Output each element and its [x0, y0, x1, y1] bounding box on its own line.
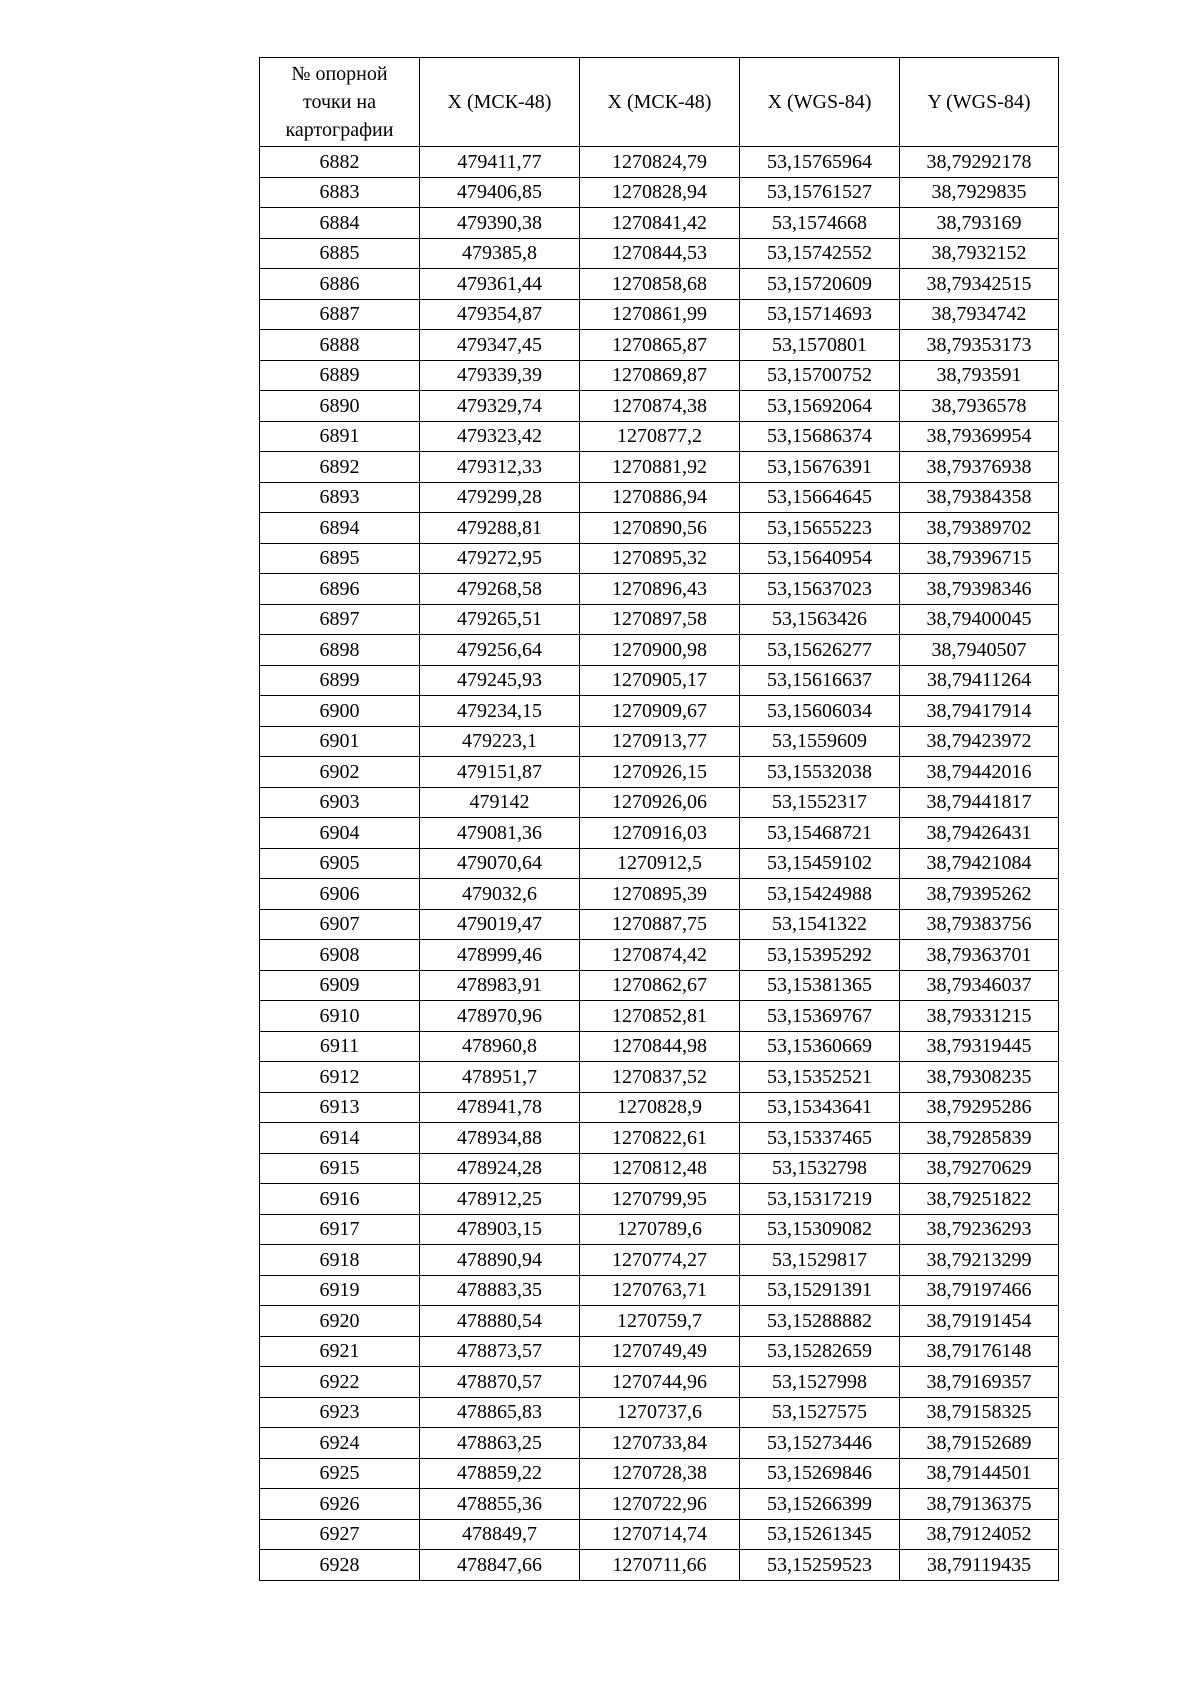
- cell-x-wgs84: 53,15676391: [740, 452, 900, 483]
- cell-y-wgs84: 38,79308235: [900, 1062, 1059, 1093]
- cell-x-msk48: 478855,36: [420, 1489, 580, 1520]
- cell-point-number: 6921: [260, 1336, 420, 1367]
- cell-x-msk48-second: 1270861,99: [580, 299, 740, 330]
- cell-y-wgs84: 38,79119435: [900, 1550, 1059, 1581]
- cell-x-wgs84: 53,15288882: [740, 1306, 900, 1337]
- header-x-msk48-second: X (МСК-48): [580, 58, 740, 147]
- cell-x-msk48: 479019,47: [420, 909, 580, 940]
- cell-x-msk48-second: 1270874,38: [580, 391, 740, 422]
- cell-x-msk48: 479268,58: [420, 574, 580, 605]
- table-row: [260, 940, 1059, 971]
- cell-point-number: 6889: [260, 360, 420, 391]
- table-row: [260, 1214, 1059, 1245]
- cell-x-msk48-second: 1270844,53: [580, 238, 740, 269]
- cell-point-number: 6917: [260, 1214, 420, 1245]
- cell-y-wgs84: 38,79369954: [900, 421, 1059, 452]
- cell-x-msk48-second: 1270865,87: [580, 330, 740, 361]
- cell-x-msk48: 479272,95: [420, 543, 580, 574]
- cell-x-msk48: 479081,36: [420, 818, 580, 849]
- table-row: [260, 269, 1059, 300]
- cell-point-number: 6905: [260, 848, 420, 879]
- cell-x-msk48-second: 1270733,84: [580, 1428, 740, 1459]
- table-row: [260, 1519, 1059, 1550]
- table-body: [260, 147, 1059, 1581]
- cell-x-wgs84: 53,15742552: [740, 238, 900, 269]
- cell-x-msk48: 478847,66: [420, 1550, 580, 1581]
- cell-point-number: 6904: [260, 818, 420, 849]
- cell-x-msk48: 479070,64: [420, 848, 580, 879]
- cell-x-msk48: 479288,81: [420, 513, 580, 544]
- table-row: [260, 299, 1059, 330]
- cell-y-wgs84: 38,7936578: [900, 391, 1059, 422]
- table-row: [260, 330, 1059, 361]
- cell-x-wgs84: 53,15468721: [740, 818, 900, 849]
- cell-y-wgs84: 38,79176148: [900, 1336, 1059, 1367]
- cell-point-number: 6899: [260, 665, 420, 696]
- table-row: [260, 177, 1059, 208]
- cell-point-number: 6901: [260, 726, 420, 757]
- table-row: [260, 208, 1059, 239]
- cell-x-wgs84: 53,15606034: [740, 696, 900, 727]
- cell-point-number: 6912: [260, 1062, 420, 1093]
- table-row: [260, 1367, 1059, 1398]
- table-row: [260, 1092, 1059, 1123]
- header-point-number: № опорной точки на картографии: [260, 58, 420, 147]
- cell-point-number: 6928: [260, 1550, 420, 1581]
- cell-point-number: 6886: [260, 269, 420, 300]
- cell-x-msk48-second: 1270874,42: [580, 940, 740, 971]
- cell-x-msk48-second: 1270926,06: [580, 787, 740, 818]
- cell-x-msk48: 479245,93: [420, 665, 580, 696]
- cell-x-msk48-second: 1270728,38: [580, 1458, 740, 1489]
- cell-y-wgs84: 38,79395262: [900, 879, 1059, 910]
- cell-x-wgs84: 53,15395292: [740, 940, 900, 971]
- table-row: [260, 635, 1059, 666]
- cell-x-msk48-second: 1270759,7: [580, 1306, 740, 1337]
- table-row: [260, 1245, 1059, 1276]
- cell-y-wgs84: 38,79376938: [900, 452, 1059, 483]
- cell-x-msk48: 478849,7: [420, 1519, 580, 1550]
- cell-y-wgs84: 38,79197466: [900, 1275, 1059, 1306]
- cell-x-msk48-second: 1270714,74: [580, 1519, 740, 1550]
- cell-x-msk48: 479347,45: [420, 330, 580, 361]
- cell-x-wgs84: 53,15337465: [740, 1123, 900, 1154]
- cell-x-msk48: 479223,1: [420, 726, 580, 757]
- cell-point-number: 6891: [260, 421, 420, 452]
- cell-y-wgs84: 38,79383756: [900, 909, 1059, 940]
- cell-x-msk48: 478970,96: [420, 1001, 580, 1032]
- cell-y-wgs84: 38,79270629: [900, 1153, 1059, 1184]
- cell-y-wgs84: 38,79191454: [900, 1306, 1059, 1337]
- cell-point-number: 6906: [260, 879, 420, 910]
- cell-x-msk48: 479151,87: [420, 757, 580, 788]
- cell-x-wgs84: 53,1532798: [740, 1153, 900, 1184]
- cell-x-msk48-second: 1270909,67: [580, 696, 740, 727]
- cell-y-wgs84: 38,79152689: [900, 1428, 1059, 1459]
- table-row: [260, 147, 1059, 178]
- cell-x-msk48: 478903,15: [420, 1214, 580, 1245]
- cell-x-msk48-second: 1270895,32: [580, 543, 740, 574]
- cell-y-wgs84: 38,79342515: [900, 269, 1059, 300]
- cell-x-msk48-second: 1270916,03: [580, 818, 740, 849]
- cell-x-msk48-second: 1270926,15: [580, 757, 740, 788]
- cell-x-msk48-second: 1270722,96: [580, 1489, 740, 1520]
- cell-x-msk48: 478880,54: [420, 1306, 580, 1337]
- cell-x-msk48: 479142: [420, 787, 580, 818]
- cell-point-number: 6922: [260, 1367, 420, 1398]
- cell-point-number: 6895: [260, 543, 420, 574]
- cell-x-wgs84: 53,15532038: [740, 757, 900, 788]
- cell-x-msk48: 478883,35: [420, 1275, 580, 1306]
- cell-x-wgs84: 53,15266399: [740, 1489, 900, 1520]
- header-x-wgs84: X (WGS-84): [740, 58, 900, 147]
- cell-y-wgs84: 38,7932152: [900, 238, 1059, 269]
- cell-y-wgs84: 38,79396715: [900, 543, 1059, 574]
- cell-point-number: 6915: [260, 1153, 420, 1184]
- cell-point-number: 6885: [260, 238, 420, 269]
- table-row: [260, 1306, 1059, 1337]
- table-row: [260, 360, 1059, 391]
- table-row: [260, 1550, 1059, 1581]
- table-row: [260, 452, 1059, 483]
- cell-point-number: 6914: [260, 1123, 420, 1154]
- cell-x-msk48: 479323,42: [420, 421, 580, 452]
- table-row: [260, 1428, 1059, 1459]
- cell-x-msk48-second: 1270913,77: [580, 726, 740, 757]
- cell-x-msk48-second: 1270744,96: [580, 1367, 740, 1398]
- cell-y-wgs84: 38,79398346: [900, 574, 1059, 605]
- table-row: [260, 543, 1059, 574]
- cell-x-msk48-second: 1270828,94: [580, 177, 740, 208]
- cell-x-wgs84: 53,15343641: [740, 1092, 900, 1123]
- cell-x-msk48: 479361,44: [420, 269, 580, 300]
- cell-x-msk48: 479385,8: [420, 238, 580, 269]
- cell-point-number: 6923: [260, 1397, 420, 1428]
- cell-y-wgs84: 38,79423972: [900, 726, 1059, 757]
- cell-y-wgs84: 38,79285839: [900, 1123, 1059, 1154]
- cell-x-msk48-second: 1270763,71: [580, 1275, 740, 1306]
- cell-y-wgs84: 38,7929835: [900, 177, 1059, 208]
- table-row: [260, 696, 1059, 727]
- cell-y-wgs84: 38,79158325: [900, 1397, 1059, 1428]
- cell-x-msk48-second: 1270862,67: [580, 970, 740, 1001]
- cell-point-number: 6900: [260, 696, 420, 727]
- cell-x-wgs84: 53,15282659: [740, 1336, 900, 1367]
- cell-x-msk48-second: 1270737,6: [580, 1397, 740, 1428]
- cell-x-wgs84: 53,15655223: [740, 513, 900, 544]
- table-row: [260, 879, 1059, 910]
- table-row: [260, 574, 1059, 605]
- cell-x-wgs84: 53,15640954: [740, 543, 900, 574]
- cell-y-wgs84: 38,793169: [900, 208, 1059, 239]
- cell-point-number: 6924: [260, 1428, 420, 1459]
- cell-y-wgs84: 38,79124052: [900, 1519, 1059, 1550]
- table-row: [260, 238, 1059, 269]
- cell-x-wgs84: 53,15686374: [740, 421, 900, 452]
- cell-x-msk48-second: 1270858,68: [580, 269, 740, 300]
- cell-x-msk48: 478960,8: [420, 1031, 580, 1062]
- table-header: [260, 58, 1059, 147]
- table-row: [260, 482, 1059, 513]
- cell-y-wgs84: 38,79411264: [900, 665, 1059, 696]
- cell-x-wgs84: 53,15259523: [740, 1550, 900, 1581]
- cell-x-wgs84: 53,15700752: [740, 360, 900, 391]
- cell-x-wgs84: 53,1574668: [740, 208, 900, 239]
- cell-point-number: 6919: [260, 1275, 420, 1306]
- cell-x-msk48: 479299,28: [420, 482, 580, 513]
- cell-y-wgs84: 38,79213299: [900, 1245, 1059, 1276]
- cell-x-wgs84: 53,15352521: [740, 1062, 900, 1093]
- cell-x-msk48-second: 1270799,95: [580, 1184, 740, 1215]
- cell-x-wgs84: 53,1527575: [740, 1397, 900, 1428]
- cell-x-wgs84: 53,15291391: [740, 1275, 900, 1306]
- cell-x-msk48: 478941,78: [420, 1092, 580, 1123]
- cell-x-msk48-second: 1270749,49: [580, 1336, 740, 1367]
- header-row: [260, 58, 1059, 147]
- table-row: [260, 1458, 1059, 1489]
- table-row: [260, 970, 1059, 1001]
- cell-x-msk48-second: 1270895,39: [580, 879, 740, 910]
- cell-x-wgs84: 53,15360669: [740, 1031, 900, 1062]
- header-x-msk48: X (МСК-48): [420, 58, 580, 147]
- cell-x-msk48-second: 1270789,6: [580, 1214, 740, 1245]
- cell-x-wgs84: 53,15273446: [740, 1428, 900, 1459]
- table-row: [260, 391, 1059, 422]
- cell-x-msk48-second: 1270900,98: [580, 635, 740, 666]
- cell-x-msk48: 478870,57: [420, 1367, 580, 1398]
- cell-x-msk48: 479032,6: [420, 879, 580, 910]
- cell-x-msk48: 478951,7: [420, 1062, 580, 1093]
- cell-x-msk48-second: 1270896,43: [580, 574, 740, 605]
- cell-x-wgs84: 53,15626277: [740, 635, 900, 666]
- table-row: [260, 604, 1059, 635]
- table-row: [260, 909, 1059, 940]
- cell-x-wgs84: 53,15261345: [740, 1519, 900, 1550]
- cell-x-msk48-second: 1270881,92: [580, 452, 740, 483]
- cell-x-msk48: 478924,28: [420, 1153, 580, 1184]
- cell-point-number: 6908: [260, 940, 420, 971]
- cell-y-wgs84: 38,79295286: [900, 1092, 1059, 1123]
- cell-x-msk48-second: 1270886,94: [580, 482, 740, 513]
- cell-y-wgs84: 38,793591: [900, 360, 1059, 391]
- cell-y-wgs84: 38,79144501: [900, 1458, 1059, 1489]
- cell-x-msk48: 478983,91: [420, 970, 580, 1001]
- cell-point-number: 6902: [260, 757, 420, 788]
- cell-point-number: 6898: [260, 635, 420, 666]
- cell-x-wgs84: 53,1529817: [740, 1245, 900, 1276]
- cell-point-number: 6927: [260, 1519, 420, 1550]
- cell-x-msk48-second: 1270828,9: [580, 1092, 740, 1123]
- cell-x-msk48: 479265,51: [420, 604, 580, 635]
- cell-x-msk48: 478865,83: [420, 1397, 580, 1428]
- cell-point-number: 6903: [260, 787, 420, 818]
- cell-y-wgs84: 38,79417914: [900, 696, 1059, 727]
- cell-y-wgs84: 38,79319445: [900, 1031, 1059, 1062]
- table-row: [260, 1123, 1059, 1154]
- cell-x-msk48-second: 1270711,66: [580, 1550, 740, 1581]
- cell-y-wgs84: 38,79346037: [900, 970, 1059, 1001]
- cell-point-number: 6894: [260, 513, 420, 544]
- cell-x-msk48-second: 1270912,5: [580, 848, 740, 879]
- cell-x-msk48-second: 1270887,75: [580, 909, 740, 940]
- cell-y-wgs84: 38,79251822: [900, 1184, 1059, 1215]
- cell-x-msk48-second: 1270852,81: [580, 1001, 740, 1032]
- cell-point-number: 6911: [260, 1031, 420, 1062]
- cell-y-wgs84: 38,79426431: [900, 818, 1059, 849]
- header-y-wgs84: Y (WGS-84): [900, 58, 1059, 147]
- table-row: [260, 1275, 1059, 1306]
- cell-x-wgs84: 53,15637023: [740, 574, 900, 605]
- cell-x-msk48-second: 1270905,17: [580, 665, 740, 696]
- cell-point-number: 6893: [260, 482, 420, 513]
- cell-y-wgs84: 38,79384358: [900, 482, 1059, 513]
- cell-point-number: 6920: [260, 1306, 420, 1337]
- cell-y-wgs84: 38,79441817: [900, 787, 1059, 818]
- cell-x-wgs84: 53,15309082: [740, 1214, 900, 1245]
- cell-y-wgs84: 38,7934742: [900, 299, 1059, 330]
- table-row: [260, 1184, 1059, 1215]
- cell-x-msk48-second: 1270877,2: [580, 421, 740, 452]
- table-row: [260, 787, 1059, 818]
- table-row: [260, 1336, 1059, 1367]
- cell-x-wgs84: 53,15459102: [740, 848, 900, 879]
- cell-x-wgs84: 53,15616637: [740, 665, 900, 696]
- cell-y-wgs84: 38,79292178: [900, 147, 1059, 178]
- cell-x-msk48: 478934,88: [420, 1123, 580, 1154]
- cell-point-number: 6883: [260, 177, 420, 208]
- table-row: [260, 1062, 1059, 1093]
- cell-x-msk48-second: 1270822,61: [580, 1123, 740, 1154]
- cell-x-msk48: 479339,39: [420, 360, 580, 391]
- cell-point-number: 6884: [260, 208, 420, 239]
- cell-x-wgs84: 53,15424988: [740, 879, 900, 910]
- cell-point-number: 6896: [260, 574, 420, 605]
- table-row: [260, 848, 1059, 879]
- cell-x-msk48-second: 1270869,87: [580, 360, 740, 391]
- cell-y-wgs84: 38,79236293: [900, 1214, 1059, 1245]
- cell-x-msk48: 479411,77: [420, 147, 580, 178]
- cell-point-number: 6887: [260, 299, 420, 330]
- cell-point-number: 6892: [260, 452, 420, 483]
- cell-x-msk48-second: 1270890,56: [580, 513, 740, 544]
- cell-x-wgs84: 53,1541322: [740, 909, 900, 940]
- cell-x-msk48: 479312,33: [420, 452, 580, 483]
- cell-x-wgs84: 53,1563426: [740, 604, 900, 635]
- cell-x-wgs84: 53,15664645: [740, 482, 900, 513]
- cell-x-msk48: 478890,94: [420, 1245, 580, 1276]
- cell-point-number: 6890: [260, 391, 420, 422]
- cell-x-wgs84: 53,15317219: [740, 1184, 900, 1215]
- cell-point-number: 6910: [260, 1001, 420, 1032]
- cell-x-wgs84: 53,15765964: [740, 147, 900, 178]
- cell-y-wgs84: 38,79389702: [900, 513, 1059, 544]
- table-row: [260, 421, 1059, 452]
- cell-x-msk48: 478859,22: [420, 1458, 580, 1489]
- cell-x-msk48: 479390,38: [420, 208, 580, 239]
- cell-y-wgs84: 38,79331215: [900, 1001, 1059, 1032]
- table-row: [260, 513, 1059, 544]
- cell-x-wgs84: 53,15720609: [740, 269, 900, 300]
- cell-x-msk48-second: 1270844,98: [580, 1031, 740, 1062]
- cell-x-wgs84: 53,15692064: [740, 391, 900, 422]
- cell-x-msk48-second: 1270812,48: [580, 1153, 740, 1184]
- cell-point-number: 6916: [260, 1184, 420, 1215]
- cell-x-msk48: 479329,74: [420, 391, 580, 422]
- cell-y-wgs84: 38,79400045: [900, 604, 1059, 635]
- cell-y-wgs84: 38,79136375: [900, 1489, 1059, 1520]
- cell-x-wgs84: 53,15761527: [740, 177, 900, 208]
- table-row: [260, 1489, 1059, 1520]
- cell-x-msk48-second: 1270841,42: [580, 208, 740, 239]
- cell-y-wgs84: 38,79363701: [900, 940, 1059, 971]
- cell-x-msk48: 479406,85: [420, 177, 580, 208]
- cell-x-msk48: 479234,15: [420, 696, 580, 727]
- cell-point-number: 6907: [260, 909, 420, 940]
- cell-point-number: 6918: [260, 1245, 420, 1276]
- cell-y-wgs84: 38,79353173: [900, 330, 1059, 361]
- cell-x-wgs84: 53,1570801: [740, 330, 900, 361]
- cell-point-number: 6882: [260, 147, 420, 178]
- cell-x-msk48: 478912,25: [420, 1184, 580, 1215]
- cell-x-msk48-second: 1270824,79: [580, 147, 740, 178]
- cell-x-msk48-second: 1270837,52: [580, 1062, 740, 1093]
- cell-y-wgs84: 38,79421084: [900, 848, 1059, 879]
- cell-x-wgs84: 53,1527998: [740, 1367, 900, 1398]
- table-row: [260, 818, 1059, 849]
- cell-x-msk48-second: 1270897,58: [580, 604, 740, 635]
- cell-x-wgs84: 53,1559609: [740, 726, 900, 757]
- table-row: [260, 1153, 1059, 1184]
- cell-point-number: 6909: [260, 970, 420, 1001]
- cell-x-wgs84: 53,15269846: [740, 1458, 900, 1489]
- cell-x-wgs84: 53,15714693: [740, 299, 900, 330]
- cell-x-msk48: 478863,25: [420, 1428, 580, 1459]
- cell-x-msk48: 478999,46: [420, 940, 580, 971]
- cell-x-msk48: 479354,87: [420, 299, 580, 330]
- cell-point-number: 6925: [260, 1458, 420, 1489]
- table-row: [260, 665, 1059, 696]
- table-row: [260, 1397, 1059, 1428]
- table-row: [260, 1001, 1059, 1032]
- cell-point-number: 6888: [260, 330, 420, 361]
- cell-x-wgs84: 53,15381365: [740, 970, 900, 1001]
- cell-point-number: 6926: [260, 1489, 420, 1520]
- cell-x-wgs84: 53,1552317: [740, 787, 900, 818]
- table-row: [260, 726, 1059, 757]
- cell-x-msk48-second: 1270774,27: [580, 1245, 740, 1276]
- table-row: [260, 757, 1059, 788]
- cell-point-number: 6913: [260, 1092, 420, 1123]
- cell-y-wgs84: 38,79442016: [900, 757, 1059, 788]
- cell-y-wgs84: 38,7940507: [900, 635, 1059, 666]
- cell-x-wgs84: 53,15369767: [740, 1001, 900, 1032]
- cell-y-wgs84: 38,79169357: [900, 1367, 1059, 1398]
- cell-x-msk48: 479256,64: [420, 635, 580, 666]
- cell-point-number: 6897: [260, 604, 420, 635]
- coordinates-table: [259, 57, 1059, 1581]
- cell-x-msk48: 478873,57: [420, 1336, 580, 1367]
- table-row: [260, 1031, 1059, 1062]
